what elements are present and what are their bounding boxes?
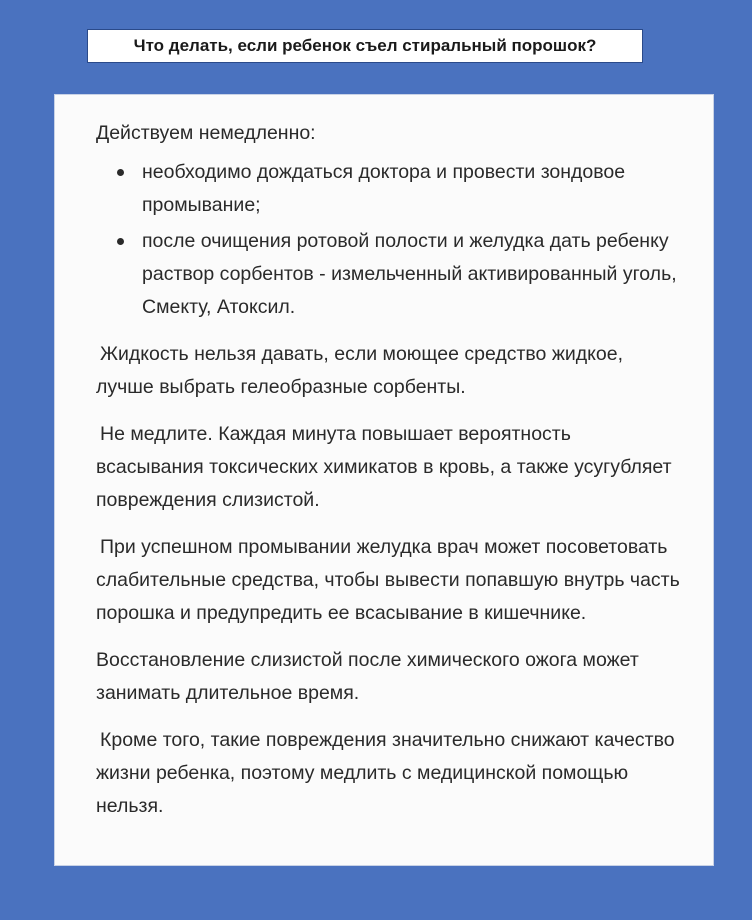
bullet-icon	[117, 169, 124, 176]
page-title: Что делать, если ребенок съел стиральный порошок?	[133, 36, 597, 55]
paragraph-quality-of-life: Кроме того, такие повреждения значительно снижают качество жизни ребенка, поэтому медлить с медицинской помощью нельзя.	[96, 729, 675, 817]
bullet-text: после очищения ротовой полости и желудка дать ребенку раствор сорбентов - измельченный активированный уголь, Смекту, Атоксил.	[142, 230, 677, 318]
paragraph-liquid: Жидкость нельзя давать, если моющее средство жидкое, лучше выбрать гелеобразные сорбенты.	[96, 343, 623, 398]
paragraph-recovery: Восстановление слизистой после химического ожога может занимать длительное время.	[96, 649, 639, 704]
list-item	[96, 225, 683, 324]
title-box	[87, 29, 643, 63]
bullet-icon	[117, 238, 124, 245]
paragraph-no-delay: Не медлите. Каждая минута повышает вероятность всасывания токсических химикатов в кровь, а также усугубляет повреждения слизистой.	[96, 423, 672, 511]
bullet-text: необходимо дождаться доктора и провести зондовое промывание;	[142, 161, 626, 216]
paragraph-laxatives: При успешном промывании желудка врач может посоветовать слабительные средства, чтобы вывести попавшую внутрь часть порошка и предупредить ее всасывание в кишечнике.	[96, 536, 680, 624]
bullet-list	[96, 156, 683, 324]
intro-text: Действуем немедленно:	[96, 122, 316, 144]
list-item	[96, 156, 683, 222]
content-panel	[54, 94, 714, 866]
